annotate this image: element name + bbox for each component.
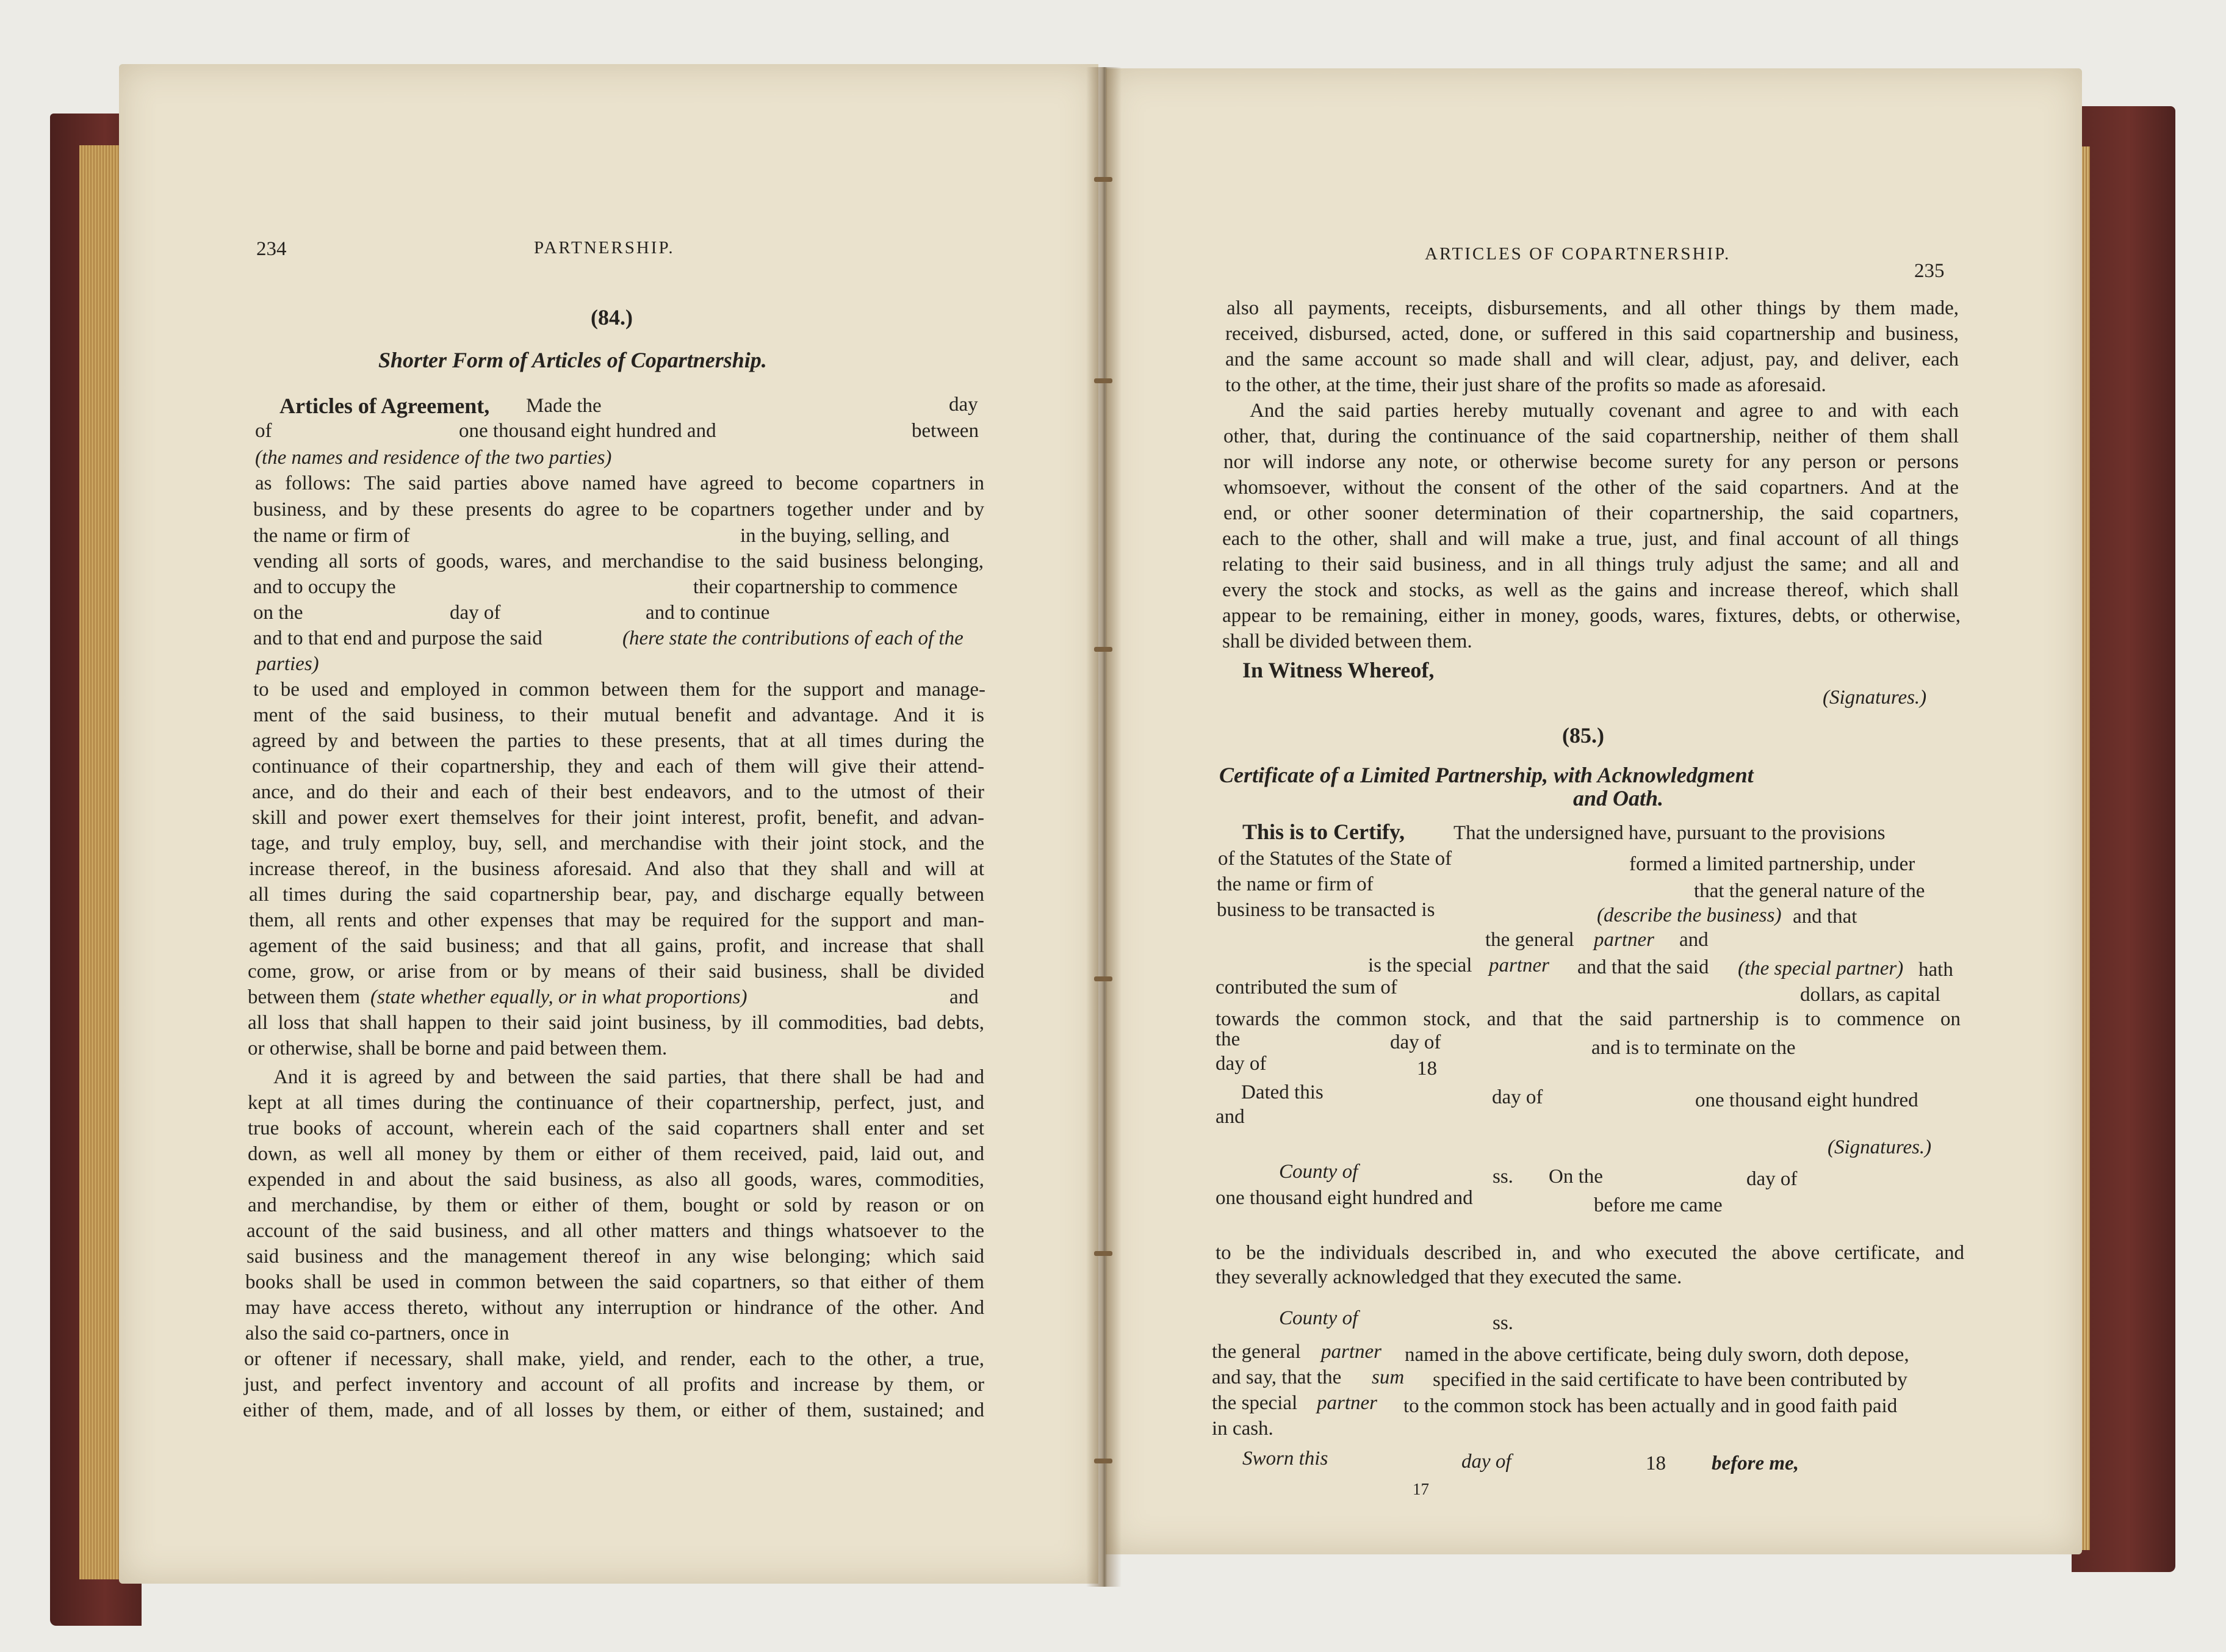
signatures-label: (Signatures.) [1823, 687, 1927, 709]
text-line: the general [1212, 1341, 1301, 1363]
text-line: day of [1746, 1168, 1798, 1190]
text-line: and to that end and purpose the said [253, 627, 542, 649]
text-line: ment of the said business, to their mutual benefit and advantage. And it is [253, 704, 984, 726]
text-line: expended in and about the said business, as also all goods, wares, commodities, [248, 1169, 984, 1191]
text-line: of the Statutes of the State of [1218, 848, 1452, 870]
sworn-day-of: day of [1461, 1451, 1511, 1473]
form-title: and Oath. [1573, 786, 1664, 810]
signatures-label: (Signatures.) [1828, 1136, 1932, 1158]
text-line: nor will indorse any note, or otherwise become surety for any person or persons [1223, 451, 1959, 473]
text-line: tage, and truly employ, buy, sell, and merchandise with their joint stock, and the [251, 832, 984, 854]
text-line: in cash. [1212, 1418, 1273, 1440]
text-line: Made the [526, 395, 602, 417]
text-line: (describe the business) [1597, 904, 1782, 926]
text-line: day of [1390, 1031, 1441, 1053]
text-line: shall be divided between them. [1222, 630, 1472, 652]
text-line: That the undersigned have, pursuant to the provisions [1453, 822, 1886, 844]
text-line: and [1679, 929, 1709, 951]
text-line: as follows: The said parties above named have agreed to become copartners in [255, 472, 984, 494]
text-line: of [255, 420, 272, 442]
text-line: day of [1216, 1053, 1267, 1075]
text-line: their copartnership to commence [693, 576, 958, 598]
text-line: and merchandise, by them or either of them, bought or sold by reason or on [248, 1194, 984, 1216]
text-line: (the special partner) [1738, 958, 1904, 979]
text-line: partner [1489, 954, 1549, 976]
text-line: 18 [1417, 1058, 1437, 1080]
text-line: hath [1918, 959, 1953, 981]
text-line: that the general nature of the [1694, 880, 1925, 902]
text-line: (here state the contributions of each of the [622, 627, 964, 649]
text-line: agement of the said business; and that all gains, profit, and increase that shall [249, 935, 984, 957]
running-head: PARTNERSHIP. [534, 238, 675, 258]
before-me: before me, [1712, 1452, 1799, 1474]
text-line: all loss that shall happen to their said joint business, by ill commodities, bad debts, [248, 1012, 984, 1034]
text-line: come, grow, or arise from or by means of their said business, shall be divided [248, 961, 984, 983]
text-line: appear to be remaining, either in money, goods, wares, fixtures, debts, or otherwise, [1222, 605, 1961, 627]
text-line: contributed the sum of [1216, 976, 1397, 998]
text-line: and [949, 986, 979, 1008]
form-title: Shorter Form of Articles of Copartnership. [378, 348, 767, 372]
text-line: or otherwise, shall be borne and paid between them. [248, 1037, 668, 1059]
text-line: towards the common stock, and that the said partnership is to commence on [1216, 1008, 1961, 1030]
text-line: and that [1793, 906, 1857, 928]
text-line: (state whether equally, or in what proportions) [370, 986, 747, 1008]
page-number: 234 [256, 238, 287, 260]
signature-mark: 17 [1413, 1480, 1429, 1498]
page-number: 235 [1914, 260, 1945, 282]
text-line: ance, and do their and each of their best endeavors, and to the utmost of their [252, 781, 984, 803]
county-label: County of [1279, 1161, 1358, 1183]
text-line: to be used and employed in common between them for the support and manage- [253, 679, 985, 701]
text-line: business to be transacted is [1217, 899, 1435, 921]
text-line: one thousand eight hundred and [1216, 1187, 1473, 1209]
text-line: vending all sorts of goods, wares, and merchandise to the said business belonging, [253, 550, 984, 572]
text-line: and to occupy the [253, 576, 396, 598]
text-line: to be the individuals described in, and who executed the above certificate, and [1216, 1242, 1964, 1264]
text-line: business, and by these presents do agree to be copartners together under and by [253, 499, 984, 521]
text-line: specified in the said certificate to have been contributed by [1433, 1369, 1907, 1391]
text-line: sum [1372, 1366, 1405, 1388]
binding-stitch [1094, 1459, 1112, 1463]
form-number: (85.) [1562, 723, 1604, 748]
text-line: Dated this [1241, 1081, 1324, 1103]
text-line: account of the said business, and all other matters and things whatsoever to the [247, 1220, 984, 1242]
text-line: between them [248, 986, 361, 1008]
text-line: ss. [1493, 1166, 1513, 1188]
text-line: between [912, 420, 979, 442]
text-line: On the [1549, 1166, 1603, 1188]
running-head: ARTICLES OF COPARTNERSHIP. [1425, 244, 1731, 264]
sworn-label: Sworn this [1242, 1448, 1328, 1470]
text-line: them, all rents and other expenses that may be required for the support and man- [249, 909, 984, 931]
text-line: just, and perfect inventory and account of all profits and increase by them, or [244, 1374, 984, 1396]
binding-stitch [1094, 378, 1112, 383]
text-line: formed a limited partnership, under [1629, 853, 1915, 875]
text-line: may have access thereto, without any interruption or hindrance of the other. And [245, 1297, 984, 1319]
text-line: (the names and residence of the two parties) [255, 447, 612, 469]
text-line: the name or firm of [253, 525, 410, 547]
form-title: Certificate of a Limited Partnership, with Acknowledgment [1219, 763, 1754, 787]
text-line: and [1216, 1106, 1245, 1128]
text-line: before me came [1594, 1194, 1723, 1216]
text-line: other, that, during the continuance of the said copartnership, neither of them shall [1223, 425, 1959, 447]
binding-stitch [1094, 1251, 1112, 1256]
text-line: increase thereof, in the business aforesaid. And also that they shall and will at [249, 858, 984, 880]
text-line: received, disbursed, acted, done, or suffered in this said copartnership and business, [1225, 323, 1959, 345]
text-line: continuance of their copartnership, they and each of them will give their attend- [252, 756, 984, 777]
text-line: they severally acknowledged that they executed the same. [1216, 1266, 1682, 1288]
right-page [1106, 68, 2082, 1554]
text-line: whomsoever, without the consent of the other of the said copartners. And at the [1223, 477, 1959, 499]
text-line: and to continue [646, 602, 770, 624]
text-line: is the special [1368, 954, 1472, 976]
certify-lead: This is to Certify, [1242, 820, 1405, 844]
text-line: and is to terminate on the [1591, 1037, 1796, 1059]
text-line: end, or other sooner determination of their copartnership, the said copartners, [1223, 502, 1959, 524]
text-line: named in the above certificate, being duly sworn, doth depose, [1405, 1344, 1909, 1366]
text-line: partner [1594, 929, 1654, 951]
text-line: And the said parties hereby mutually covenant and agree to and with each [1250, 400, 1959, 422]
text-line: the name or firm of [1217, 873, 1374, 895]
text-line: day [949, 394, 978, 416]
witness-heading: In Witness Whereof, [1242, 658, 1435, 682]
text-line: partner [1317, 1392, 1377, 1414]
text-line: and say, that the [1212, 1366, 1342, 1388]
text-line: either of them, made, and of all losses by them, or either of them, sustained; and [243, 1399, 984, 1421]
text-line: on the [253, 602, 303, 624]
text-line: true books of account, wherein each of the said copartners shall enter and set [248, 1117, 984, 1139]
text-line: and the same account so made shall and will clear, adjust, pay, and deliver, each [1225, 348, 1959, 370]
text-line: ss. [1493, 1312, 1513, 1334]
text-line: said business and the management thereof in any wise belonging; which said [247, 1246, 984, 1268]
text-line: day of [1492, 1086, 1543, 1108]
text-line: one thousand eight hundred [1695, 1089, 1918, 1111]
text-line: to the common stock has been actually and in good faith paid [1403, 1395, 1898, 1417]
binding-stitch [1094, 976, 1112, 981]
text-line: kept at all times during the continuance of their copartnership, perfect, just, and [248, 1092, 984, 1114]
text-line: or oftener if necessary, shall make, yield, and render, each to the other, a true, [244, 1348, 984, 1370]
county-label: County of [1279, 1307, 1358, 1329]
text-line: skill and power exert themselves for their joint interest, profit, benefit, and advan- [252, 807, 984, 829]
form-number: (84.) [591, 305, 633, 330]
text-line: all times during the said copartnership bear, pay, and discharge equally between [249, 884, 984, 906]
text-line: agreed by and between the parties to these presents, that at all times during the [252, 730, 984, 752]
lead-phrase: Articles of Agreement, [279, 394, 490, 418]
text-line: in the buying, selling, and [740, 525, 949, 547]
text-line: parties) [256, 653, 319, 675]
text-line: day of [450, 602, 501, 624]
text-line: also the said co-partners, once in [245, 1322, 510, 1344]
text-line: dollars, as capital [1800, 984, 1941, 1006]
text-line: each to the other, shall and will make a true, just, and final account of all things [1222, 528, 1959, 550]
text-line: also all payments, receipts, disbursements, and all other things by them made, [1226, 297, 1959, 319]
text-line: to the other, at the time, their just share of the profits so made as aforesaid. [1225, 374, 1826, 396]
text-line: books shall be used in common between the said copartners, so that either of them [245, 1271, 984, 1293]
text-line: every the stock and stocks, as well as the gains and increase thereof, which shall [1222, 579, 1959, 601]
text-line: and that the said [1577, 956, 1709, 978]
binding-stitch [1094, 177, 1112, 182]
text-line: the [1216, 1028, 1241, 1050]
text-line: the general [1485, 929, 1574, 951]
sworn-year-prefix: 18 [1646, 1452, 1666, 1474]
text-line: one thousand eight hundred and [459, 420, 716, 442]
text-line: partner [1321, 1341, 1381, 1363]
text-line: relating to their said business, and in all things truly adjust the same; and all and [1222, 554, 1959, 575]
book-gutter [1086, 67, 1122, 1587]
text-line: down, as well all money by them or either of them received, paid, laid out, and [248, 1143, 984, 1165]
binding-stitch [1094, 647, 1112, 652]
text-line: the special [1212, 1392, 1298, 1414]
text-line: And it is agreed by and between the said parties, that there shall be had and [273, 1066, 984, 1088]
